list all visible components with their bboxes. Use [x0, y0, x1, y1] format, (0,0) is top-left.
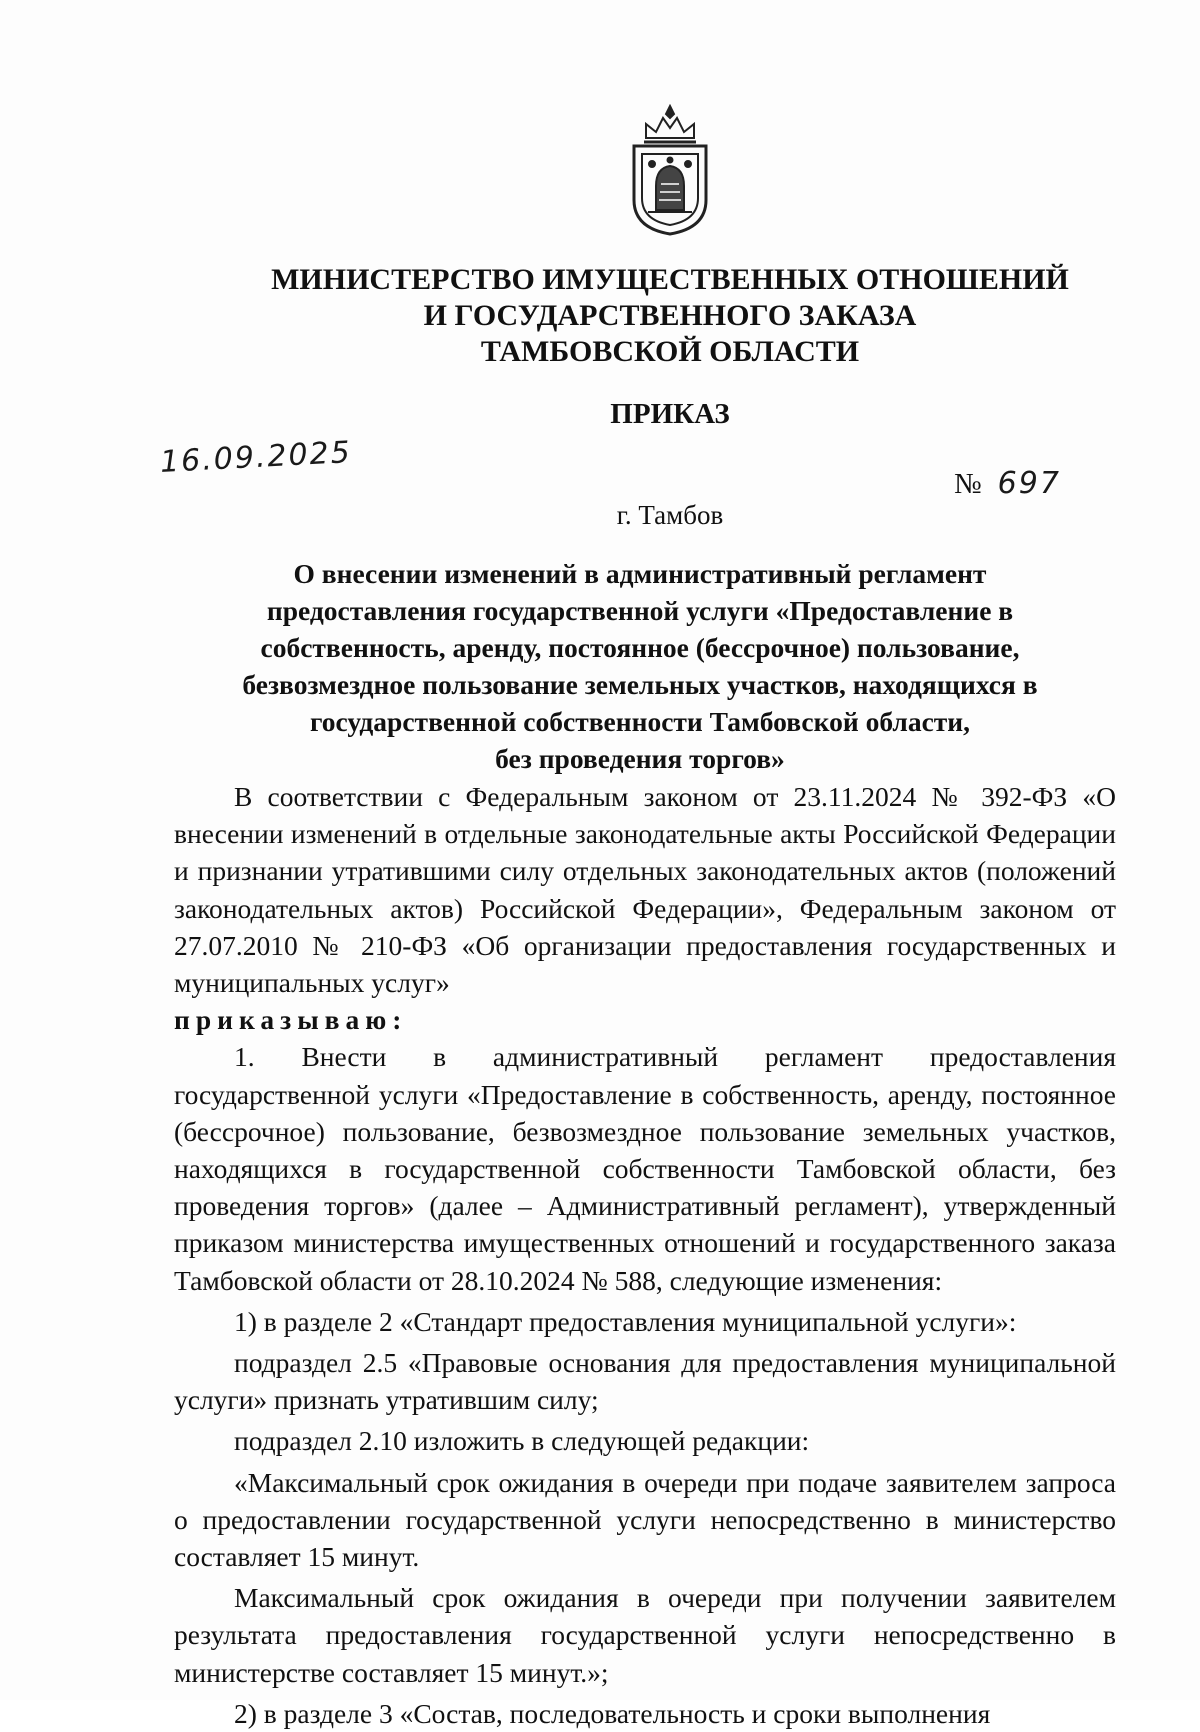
title-line: безвозмездное пользование земельных участков, находящихся в [242, 669, 1038, 700]
document-title [200, 555, 1080, 777]
handwritten-number: 697 [997, 466, 1061, 501]
ministry-line: И ГОСУДАРСТВЕННОГО ЗАКАЗА [423, 299, 917, 332]
order-number [954, 466, 1061, 501]
subsection-2-5-paragraph: подраздел 2.5 «Правовые основания для предоставления муниципальной услуги» признать утратившим силу; [174, 1347, 1116, 1416]
subitem-1-paragraph: 1) в разделе 2 «Стандарт предоставления муниципальной услуги»: [234, 1305, 1017, 1337]
document-body [174, 778, 1116, 1732]
city-line: г. Тамбов [616, 500, 724, 530]
subitem-2-paragraph: 2) в разделе 3 «Состав, последовательность и сроки выполнения [234, 1697, 991, 1729]
title-line: собственность, аренду, постоянное (бессрочное) пользование, [260, 632, 1020, 663]
title-line: без проведения торгов» [495, 743, 785, 774]
ministry-line: ТАМБОВСКОЙ ОБЛАСТИ [480, 335, 860, 368]
title-line: государственной собственности Тамбовской области, [309, 706, 970, 737]
number-sign: № [954, 468, 982, 500]
quote-paragraph-1: «Максимальный срок ожидания в очереди при подаче заявителем запроса о предоставлении государственной услуги непосредственно в министерство составляет 15 минут. [174, 1466, 1116, 1573]
document-type: ПРИКАЗ [610, 398, 730, 430]
ministry-line: МИНИСТЕРСТВО ИМУЩЕСТВЕННЫХ ОТНОШЕНИЙ [271, 263, 1069, 296]
coat-of-arms-emblem [622, 104, 718, 238]
title-line: предоставления государственной услуги «Предоставление в [266, 595, 1014, 626]
quote-paragraph-2: Максимальный срок ожидания в очереди при получении заявителем результата предоставления государственной услуги непосредственно в министерстве составляет 15 минут.»; [174, 1582, 1116, 1688]
intro-paragraph: В соответствии с Федеральным законом от 23.11.2024 № 392-ФЗ «О внесении изменений в отдельные законодательные акты Российской Федерации и признании утратившими силу отдельных законодательных актов (положений законодательных актов) Российской Федерации», Федеральным законом от 27.07.2010 № 210-ФЗ «Об организации предоставления государственных и муниципальных услуг» [174, 781, 1116, 999]
ministry-heading [0, 262, 1200, 370]
handwritten-date: 16.09.2025 [159, 435, 353, 480]
title-line: О внесении изменений в административный регламент [293, 558, 987, 589]
decree-word: приказываю: [174, 1004, 408, 1036]
subsection-2-10-paragraph: подраздел 2.10 изложить в следующей редакции: [234, 1425, 810, 1457]
item-1-paragraph: 1. Внести в административный регламент предоставления государственной услуги «Предоставление в собственность, аренду, постоянное (бессрочное) пользование, безвозмездное пользование земельных участков, находящихся в государственной собственности Тамбовской области, без проведения торгов» (далее – Административный регламент), утвержденный приказом министерства имущественных отношений и государственного заказа Тамбовской области от 28.10.2024 № 588, следующие изменения: [174, 1041, 1116, 1296]
